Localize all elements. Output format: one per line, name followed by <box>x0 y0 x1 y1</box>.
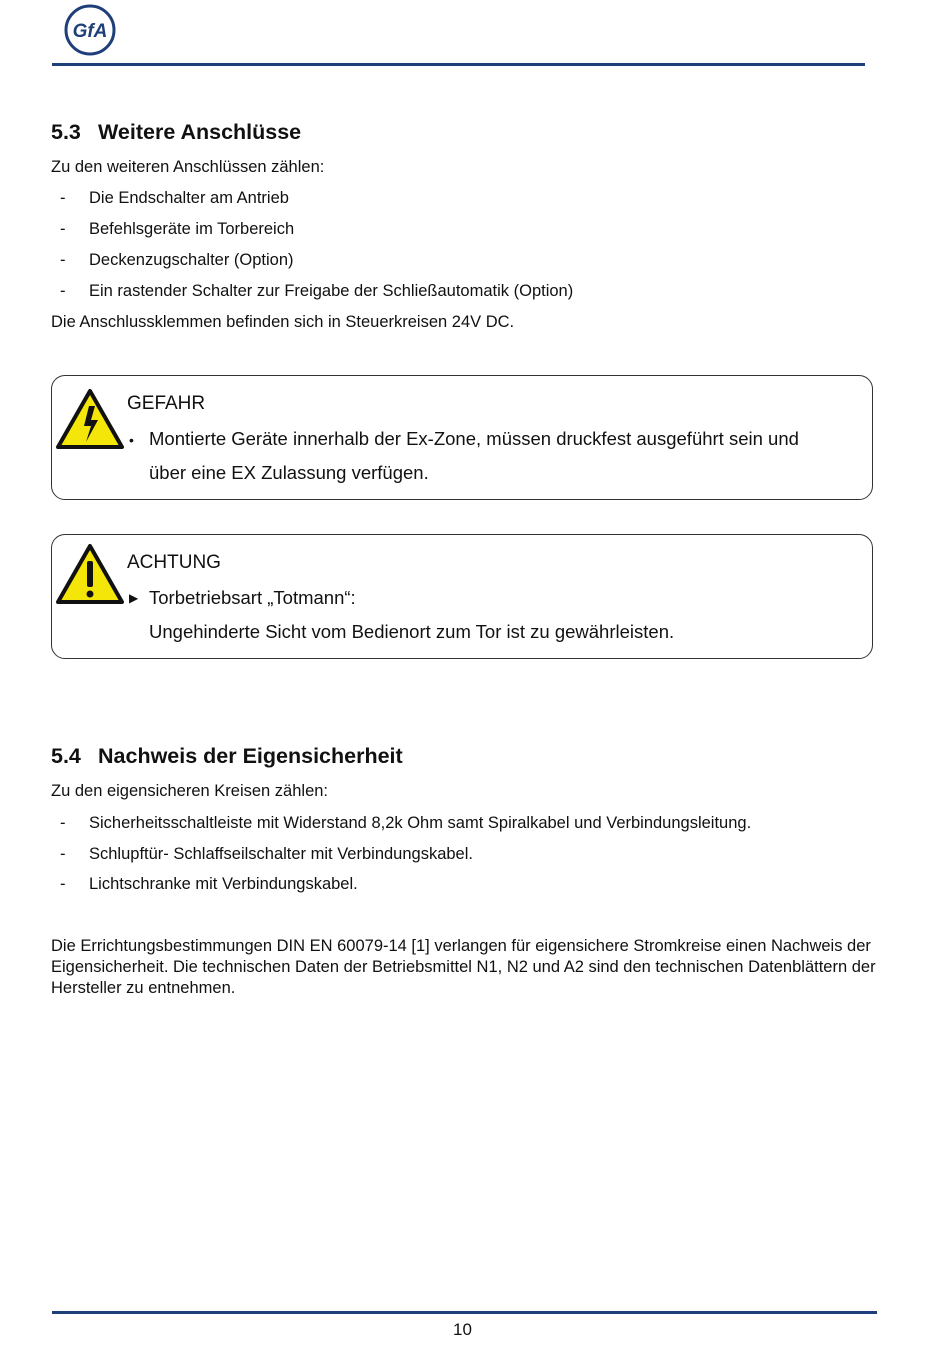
list-item: Befehlsgeräte im Torbereich <box>89 220 295 238</box>
bullet-dash: - <box>60 189 66 207</box>
section-number: 5.3 <box>51 120 81 144</box>
section-5-3-heading <box>51 120 301 145</box>
header-rule <box>52 63 865 66</box>
section-intro: Zu den weiteren Anschlüssen zählen: <box>51 158 325 176</box>
triangle-bullet-icon: ▶ <box>129 591 139 605</box>
list-item: Schlupftür- Schlaffseilschalter mit Verbindungskabel. <box>89 845 473 863</box>
electric-hazard-icon <box>55 388 125 450</box>
notice-line: über eine EX Zulassung verfügen. <box>149 462 429 483</box>
list-item: Deckenzugschalter (Option) <box>89 251 294 269</box>
page-number: 10 <box>453 1320 472 1339</box>
caution-notice <box>51 534 873 659</box>
notice-title: GEFAHR <box>127 393 206 414</box>
notice-line: Torbetriebsart „Totmann“: <box>149 587 356 608</box>
footer-rule <box>52 1311 877 1314</box>
list-item: Die Endschalter am Antrieb <box>89 189 289 207</box>
list-item: Ein rastender Schalter zur Freigabe der Schließautomatik (Option) <box>89 282 574 300</box>
section-title: Weitere Anschlüsse <box>98 120 302 144</box>
section-number: 5.4 <box>51 744 81 768</box>
bullet-dash: - <box>60 251 66 269</box>
svg-text:GfA: GfA <box>72 21 108 42</box>
list-item: Sicherheitsschaltleiste mit Widerstand 8,2k Ohm samt Spiralkabel und Verbindungsleitung. <box>89 814 752 832</box>
notice-line: Montierte Geräte innerhalb der Ex-Zone, müssen druckfest ausgeführt sein und <box>149 428 799 449</box>
danger-notice <box>51 375 873 500</box>
bullet-dash: - <box>60 875 66 893</box>
notice-line: Ungehinderte Sicht vom Bedienort zum Tor ist zu gewährleisten. <box>149 621 675 642</box>
section-5-4-heading <box>51 744 403 769</box>
bullet-dash: - <box>60 220 66 238</box>
terminal-note: Die Anschlussklemmen befinden sich in Steuerkreisen 24V DC. <box>51 313 515 331</box>
list-item: Lichtschranke mit Verbindungskabel. <box>89 875 358 893</box>
bullet-dash: - <box>60 282 66 300</box>
bullet-dash: - <box>60 814 66 832</box>
body-paragraph: Die Errichtungsbestimmungen DIN EN 60079-14 [1] verlangen für eigensichere Stromkreise einen Nachweis der Eigensicherheit. Die technischen Daten der Betriebsmittel N1, N2 und A2 sind den technischen Datenblättern der Hersteller zu entnehmen. <box>51 937 876 997</box>
bullet-dash: - <box>60 845 66 863</box>
warning-exclamation-icon <box>55 543 125 605</box>
notice-title: ACHTUNG <box>127 552 221 573</box>
gfa-logo <box>64 4 116 56</box>
section-title: Nachweis der Eigensicherheit <box>98 744 403 768</box>
bullet-dot: • <box>129 432 134 448</box>
section-intro: Zu den eigensicheren Kreisen zählen: <box>51 782 329 800</box>
